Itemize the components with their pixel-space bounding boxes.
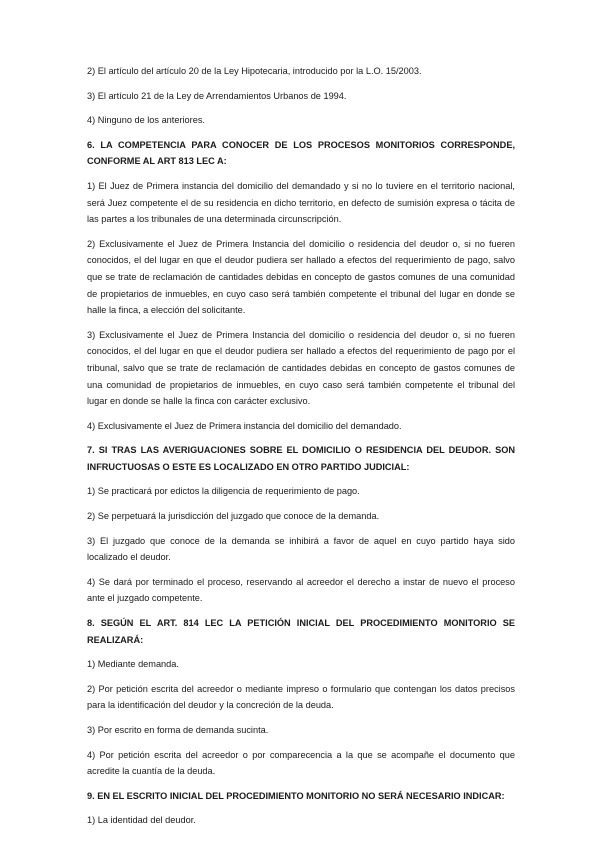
answer-option: 1) Mediante demanda. — [87, 659, 179, 670]
answer-option: 2) Por petición escrita del acreedor o mediante impreso o formulario que contengan los datos precisos para la identificación del deudor y la concreción de la deuda. — [87, 683, 515, 711]
answer-option: 1) La identidad del deudor. — [87, 815, 196, 826]
question-heading: 8. SEGÚN EL ART. 814 LEC LA PETICIÓN INICIAL DEL PROCEDIMIENTO MONITORIO SE REALIZARÁ: — [87, 618, 515, 645]
question-heading: 6. LA COMPETENCIA PARA CONOCER DE LOS PROCESOS MONITORIOS CORRESPONDE, CONFORME AL ART 813 LEC A: — [87, 139, 515, 167]
answer-option: 2) Se perpetuará la jurisdicción del juzgado que conoce de la demanda. — [87, 511, 380, 522]
answer-option: 2) Exclusivamente el Juez de Primera Instancia del domicilio o residencia del deudor o, si no fueren conocidos, el del lugar en que el deudor pudiera ser hallado a efectos del requerimiento de pago, salvo que se trate de reclamación de cantidades debidas en concepto de gastos comunes de una comunidad de propietarios de inmuebles, en cuyo caso será también competente el tribunal del lugar en donde se halle la finca, a elección del solicitante. — [87, 238, 515, 316]
answer-option: 2) El artículo del artículo 20 de la Ley Hipotecaria, introducido por la L.O. 15/2003. — [87, 66, 422, 76]
answer-option: 1) El Juez de Primera instancia del domicilio del demandado y si no lo tuviere en el territorio nacional, será Juez competente el de su residencia en dicho territorio, en defecto de sumisión expresa o tácita de las partes a los tribunales de una determinada circunscripción. — [87, 180, 515, 225]
question-heading: 7. SI TRAS LAS AVERIGUACIONES SOBRE EL DOMICILIO O RESIDENCIA DEL DEUDOR. SON INFRUCTUOSAS O ESTE ES LOCALIZADO EN OTRO PARTIDO JUDICIAL: — [87, 445, 515, 472]
answer-option: 3) Exclusivamente el Juez de Primera Instancia del domicilio o residencia del deudor o, si no fueren conocidos, el del lugar en que el deudor pudiera ser hallado a efectos del requerimiento de pago por el tribunal, salvo que se trate de reclamación de cantidades debidas en concepto de gastos comunes de una comunidad de propietarios de inmuebles, en cuyo caso será también competente el tribunal del lugar en donde se halle la finca con carácter exclusivo. — [87, 329, 515, 407]
answer-option: 4) Por petición escrita del acreedor o por comparecencia a la que se acompañe el documento que acredite la cuantía de la deuda. — [87, 749, 515, 777]
answer-option: 3) El artículo 21 de la Ley de Arrendamientos Urbanos de 1994. — [87, 90, 347, 101]
answer-option: 1) Se practicará por edictos la diligencia de requerimiento de pago. — [87, 486, 360, 497]
answer-option: 4) Exclusivamente el Juez de Primera instancia del domicilio del demandado. — [87, 420, 402, 431]
answer-option: 4) Ninguno de los anteriores. — [87, 115, 205, 126]
answer-option: 3) Por escrito en forma de demanda sucinta. — [87, 725, 269, 735]
document-page — [87, 63, 515, 837]
answer-option: 3) El juzgado que conoce de la demanda se inhibirá a favor de aquel en cuyo partido haya sido localizado el deudor. — [87, 535, 515, 563]
question-heading: 9. EN EL ESCRITO INICIAL DEL PROCEDIMIENTO MONITORIO NO SERÁ NECESARIO INDICAR: — [87, 790, 505, 801]
answer-option: 4) Se dará por terminado el proceso, reservando al acreedor el derecho a instar de nuevo el proceso ante el juzgado competente. — [87, 576, 515, 604]
